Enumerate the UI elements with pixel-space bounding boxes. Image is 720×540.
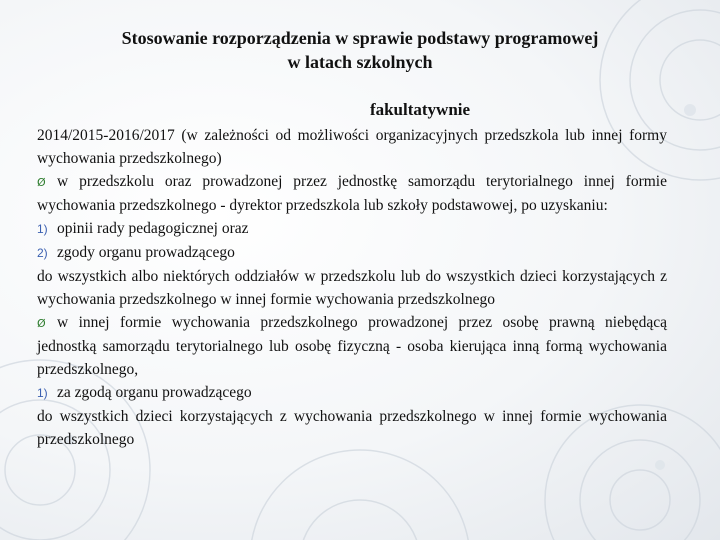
numbered-item-text: za zgodą organu prowadzącego — [57, 384, 252, 401]
bullet-item-1-text: w przedszkolu oraz prowadzonej przez jednostkę samorządu terytorialnego innej formie wychowania przedszkolnego - dyrektor przedszkola lub szkoły podstawowej, po uzyskaniu: — [37, 173, 667, 214]
arrow-bullet-icon: Ø — [37, 176, 46, 189]
slide-subtitle: fakultatywnie — [369, 100, 471, 119]
numbered-item-text: opinii rady pedagogicznej oraz — [57, 220, 249, 237]
bullet-item-1 — [37, 170, 667, 217]
arrow-bullet-icon: Ø — [37, 317, 46, 330]
scope-paragraph-1: do wszystkich albo niektórych oddziałów w przedszkolu lub do wszystkich dzieci korzystających z wychowania przedszkolnego w innej formie wychowania przedszkolnego — [37, 268, 667, 308]
bullet-item-2-text: w innej formie wychowania przedszkolnego prowadzonej przez osobę prawną niebędącą jednostką samorządu terytorialnego lub osobę fizyczną - osoba kierująca inną formą wychowania przedszkolnego, — [37, 314, 667, 378]
numbered-item-text: zgody organu prowadzącego — [57, 244, 235, 261]
scope-paragraph-2: do wszystkich dzieci korzystających z wychowania przedszkolnego w innej formie wychowania przedszkolnego — [37, 408, 667, 448]
title-line-1: Stosowanie rozporządzenia w sprawie podstawy programowej — [121, 28, 599, 48]
numbered-item — [37, 217, 667, 241]
bullet-item-2 — [37, 311, 667, 381]
number-marker: 2) — [37, 246, 48, 260]
intro-paragraph: 2014/2015-2016/2017 (w zależności od możliwości organizacyjnych przedszkola lub innej formy wychowania przedszkolnego) — [37, 127, 667, 167]
slide-content — [37, 124, 667, 451]
slide-title — [60, 26, 660, 74]
numbered-item — [37, 381, 667, 405]
number-marker: 1) — [37, 386, 48, 400]
title-line-2: w latach szkolnych — [287, 52, 433, 72]
numbered-item — [37, 241, 667, 265]
number-marker: 1) — [37, 222, 48, 236]
